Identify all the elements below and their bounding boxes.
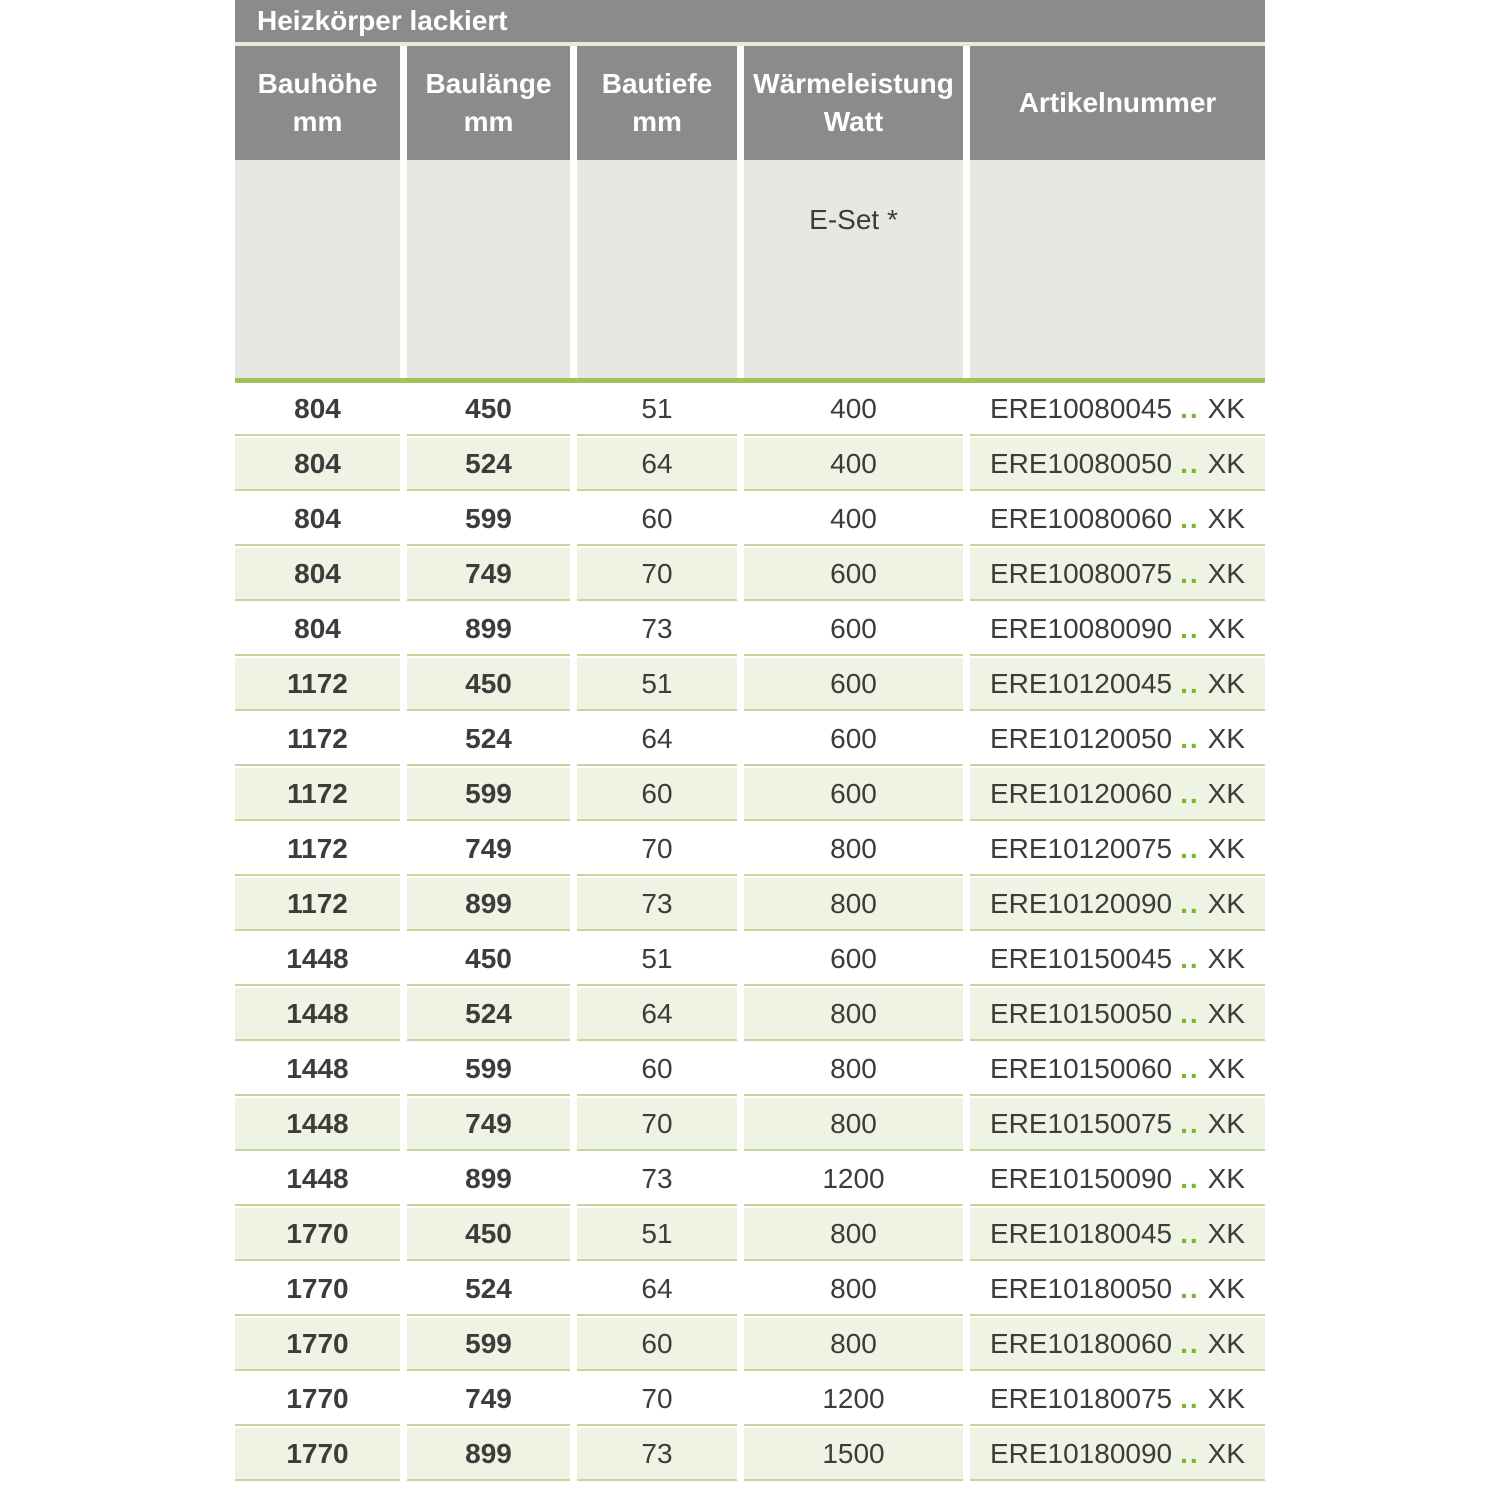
cell-artikelnummer: [970, 823, 1265, 876]
cell-artikelnummer: [970, 1428, 1265, 1481]
artikel-suffix: XK: [1207, 722, 1246, 754]
cell-baulaenge: 524: [407, 438, 570, 491]
artikel-suffix: XK: [1207, 1272, 1246, 1304]
cell-waermeleistung: 600: [744, 933, 963, 986]
cell-baulaenge: 450: [407, 658, 570, 711]
cell-baulaenge: 749: [407, 1373, 570, 1426]
column-header-baulaenge-line1: Baulänge: [425, 68, 552, 100]
artikel-prefix: ERE10120060: [989, 777, 1173, 809]
artikel-suffix: XK: [1207, 1327, 1246, 1359]
table-row: [235, 878, 1265, 931]
artikel-suffix: XK: [1207, 557, 1246, 589]
cell-bauhoehe: 1172: [235, 658, 400, 711]
artikel-dots: ..: [1180, 557, 1200, 589]
cell-artikelnummer: [970, 1153, 1265, 1206]
table-row: [235, 1263, 1265, 1316]
cell-artikelnummer: [970, 933, 1265, 986]
column-header-bautiefe-line1: Bautiefe: [601, 68, 713, 100]
column-header-bauhoehe-line2: mm: [292, 106, 343, 137]
artikel-prefix: ERE10150050: [989, 997, 1173, 1029]
cell-baulaenge: 899: [407, 1153, 570, 1206]
cell-waermeleistung: 600: [744, 603, 963, 656]
table-row: [235, 383, 1265, 436]
subheader-cell-bauhoehe: [235, 160, 400, 378]
table-row: [235, 1153, 1265, 1206]
artikel-suffix: XK: [1207, 1107, 1246, 1139]
table-row: [235, 658, 1265, 711]
cell-artikelnummer: [970, 1318, 1265, 1371]
cell-bautiefe: 64: [577, 1263, 737, 1316]
table-row: [235, 1098, 1265, 1151]
column-header-baulaenge-line2: mm: [463, 106, 514, 137]
cell-baulaenge: 599: [407, 1318, 570, 1371]
column-header-artikelnummer: [970, 46, 1265, 160]
cell-bautiefe: 73: [577, 878, 737, 931]
artikel-suffix: XK: [1207, 887, 1246, 919]
cell-waermeleistung: 1200: [744, 1373, 963, 1426]
table-row: [235, 933, 1265, 986]
cell-bauhoehe: 804: [235, 438, 400, 491]
cell-artikelnummer: [970, 988, 1265, 1041]
subheader-cell-baulaenge: [407, 160, 570, 378]
artikel-suffix: XK: [1207, 1052, 1246, 1084]
cell-bautiefe: 51: [577, 658, 737, 711]
cell-bautiefe: 64: [577, 438, 737, 491]
cell-baulaenge: 749: [407, 1098, 570, 1151]
cell-waermeleistung: 800: [744, 988, 963, 1041]
artikel-dots: ..: [1180, 832, 1200, 864]
cell-waermeleistung: 800: [744, 1043, 963, 1096]
cell-waermeleistung: 800: [744, 1098, 963, 1151]
artikel-prefix: ERE10180045: [989, 1217, 1173, 1249]
table-row: [235, 713, 1265, 766]
cell-waermeleistung: 400: [744, 438, 963, 491]
cell-bauhoehe: 1448: [235, 933, 400, 986]
cell-artikelnummer: [970, 548, 1265, 601]
cell-bautiefe: 64: [577, 713, 737, 766]
artikel-prefix: ERE10120050: [989, 722, 1173, 754]
cell-artikelnummer: [970, 768, 1265, 821]
artikel-dots: ..: [1180, 502, 1200, 534]
artikel-suffix: XK: [1207, 502, 1246, 534]
artikel-dots: ..: [1180, 997, 1200, 1029]
artikel-prefix: ERE10150060: [989, 1052, 1173, 1084]
artikel-dots: ..: [1180, 887, 1200, 919]
cell-waermeleistung: 800: [744, 1208, 963, 1261]
cell-bauhoehe: 1770: [235, 1208, 400, 1261]
cell-baulaenge: 899: [407, 1428, 570, 1481]
cell-bauhoehe: 1172: [235, 768, 400, 821]
artikel-suffix: XK: [1207, 667, 1246, 699]
artikel-dots: ..: [1180, 447, 1200, 479]
cell-bautiefe: 60: [577, 768, 737, 821]
artikel-prefix: ERE10180050: [989, 1272, 1173, 1304]
artikel-prefix: ERE10150090: [989, 1162, 1173, 1194]
table-header-row: [235, 46, 1265, 160]
artikel-prefix: ERE10080090: [989, 612, 1173, 644]
artikel-dots: ..: [1180, 1327, 1200, 1359]
cell-bautiefe: 60: [577, 1043, 737, 1096]
cell-bautiefe: 51: [577, 933, 737, 986]
artikel-prefix: ERE10080060: [989, 502, 1173, 534]
cell-bauhoehe: 1770: [235, 1373, 400, 1426]
column-header-bauhoehe-line1: Bauhöhe: [257, 68, 378, 100]
cell-baulaenge: 749: [407, 823, 570, 876]
cell-bautiefe: 51: [577, 383, 737, 436]
cell-waermeleistung: 600: [744, 658, 963, 711]
cell-artikelnummer: [970, 1373, 1265, 1426]
artikel-suffix: XK: [1207, 392, 1246, 424]
cell-bautiefe: 70: [577, 548, 737, 601]
artikel-dots: ..: [1180, 612, 1200, 644]
cell-bautiefe: 73: [577, 1153, 737, 1206]
cell-baulaenge: 749: [407, 548, 570, 601]
cell-baulaenge: 450: [407, 1208, 570, 1261]
cell-bautiefe: 70: [577, 823, 737, 876]
cell-bautiefe: 70: [577, 1373, 737, 1426]
cell-bautiefe: 73: [577, 1428, 737, 1481]
cell-baulaenge: 599: [407, 1043, 570, 1096]
table-row: [235, 493, 1265, 546]
cell-bauhoehe: 1448: [235, 988, 400, 1041]
table-row: [235, 1318, 1265, 1371]
cell-baulaenge: 899: [407, 603, 570, 656]
cell-artikelnummer: [970, 713, 1265, 766]
table-row: [235, 438, 1265, 491]
cell-bauhoehe: 804: [235, 548, 400, 601]
artikel-dots: ..: [1180, 1382, 1200, 1414]
cell-bauhoehe: 1172: [235, 823, 400, 876]
table-row: [235, 548, 1265, 601]
cell-waermeleistung: 800: [744, 1318, 963, 1371]
cell-bauhoehe: 1448: [235, 1043, 400, 1096]
cell-waermeleistung: 600: [744, 713, 963, 766]
artikel-dots: ..: [1180, 667, 1200, 699]
artikel-prefix: ERE10080045: [989, 392, 1173, 424]
artikel-dots: ..: [1180, 392, 1200, 424]
artikel-suffix: XK: [1207, 832, 1246, 864]
table-row: [235, 1428, 1265, 1481]
cell-artikelnummer: [970, 658, 1265, 711]
cell-waermeleistung: 400: [744, 383, 963, 436]
cell-baulaenge: 524: [407, 1263, 570, 1316]
column-header-waermeleistung: [744, 46, 963, 160]
cell-baulaenge: 450: [407, 933, 570, 986]
cell-waermeleistung: 600: [744, 548, 963, 601]
eset-label: E-Set *: [809, 204, 898, 235]
artikel-dots: ..: [1180, 1162, 1200, 1194]
artikel-prefix: ERE10080075: [989, 557, 1173, 589]
cell-artikelnummer: [970, 493, 1265, 546]
artikel-dots: ..: [1180, 722, 1200, 754]
cell-waermeleistung: 1200: [744, 1153, 963, 1206]
artikel-suffix: XK: [1207, 1437, 1246, 1469]
cell-artikelnummer: [970, 1263, 1265, 1316]
cell-bauhoehe: 1172: [235, 713, 400, 766]
cell-bauhoehe: 1770: [235, 1263, 400, 1316]
table-row: [235, 823, 1265, 876]
cell-waermeleistung: 800: [744, 878, 963, 931]
artikel-dots: ..: [1180, 1052, 1200, 1084]
artikel-prefix: ERE10150045: [989, 942, 1173, 974]
artikel-suffix: XK: [1207, 1382, 1246, 1414]
artikel-suffix: XK: [1207, 612, 1246, 644]
artikel-dots: ..: [1180, 1107, 1200, 1139]
cell-baulaenge: 599: [407, 493, 570, 546]
artikel-prefix: ERE10080050: [989, 447, 1173, 479]
artikel-suffix: XK: [1207, 997, 1246, 1029]
cell-baulaenge: 524: [407, 988, 570, 1041]
cell-artikelnummer: [970, 1208, 1265, 1261]
product-table: [235, 0, 1265, 1483]
artikel-dots: ..: [1180, 777, 1200, 809]
artikel-dots: ..: [1180, 1437, 1200, 1469]
artikel-prefix: ERE10120075: [989, 832, 1173, 864]
cell-waermeleistung: 600: [744, 768, 963, 821]
cell-waermeleistung: 400: [744, 493, 963, 546]
column-header-artikelnummer-line1: Artikelnummer: [1018, 87, 1217, 119]
cell-bauhoehe: 1172: [235, 878, 400, 931]
cell-waermeleistung: 800: [744, 1263, 963, 1316]
table-title: Heizkörper lackiert: [257, 5, 508, 36]
cell-waermeleistung: 800: [744, 823, 963, 876]
cell-baulaenge: 450: [407, 383, 570, 436]
table-row: [235, 603, 1265, 656]
cell-bauhoehe: 804: [235, 493, 400, 546]
cell-bauhoehe: 1448: [235, 1153, 400, 1206]
table-row: [235, 768, 1265, 821]
cell-artikelnummer: [970, 383, 1265, 436]
cell-artikelnummer: [970, 438, 1265, 491]
artikel-suffix: XK: [1207, 1217, 1246, 1249]
cell-bauhoehe: 804: [235, 603, 400, 656]
artikel-suffix: XK: [1207, 777, 1246, 809]
artikel-prefix: ERE10150075: [989, 1107, 1173, 1139]
cell-bautiefe: 51: [577, 1208, 737, 1261]
cell-bauhoehe: 1448: [235, 1098, 400, 1151]
subheader-cell-bautiefe: [577, 160, 737, 378]
cell-baulaenge: 524: [407, 713, 570, 766]
artikel-prefix: ERE10180090: [989, 1437, 1173, 1469]
column-header-baulaenge: [407, 46, 570, 160]
cell-bautiefe: 64: [577, 988, 737, 1041]
cell-baulaenge: 599: [407, 768, 570, 821]
column-header-bautiefe: [577, 46, 737, 160]
cell-bauhoehe: 1770: [235, 1428, 400, 1481]
column-header-waermeleistung-line1: Wärmeleistung: [753, 68, 954, 100]
artikel-suffix: XK: [1207, 1162, 1246, 1194]
table-title-bar: [235, 0, 1265, 42]
table-row: [235, 1043, 1265, 1096]
artikel-prefix: ERE10120045: [989, 667, 1173, 699]
cell-artikelnummer: [970, 1043, 1265, 1096]
subheader-cell-artikelnummer: [970, 160, 1265, 378]
cell-bautiefe: 60: [577, 1318, 737, 1371]
cell-waermeleistung: 1500: [744, 1428, 963, 1481]
subheader-cell-waermeleistung: [744, 160, 963, 378]
table-row: [235, 988, 1265, 1041]
cell-bautiefe: 60: [577, 493, 737, 546]
table-row: [235, 1373, 1265, 1426]
cell-bautiefe: 70: [577, 1098, 737, 1151]
table-row: [235, 1208, 1265, 1261]
column-header-waermeleistung-line2: Watt: [823, 106, 884, 137]
artikel-prefix: ERE10120090: [989, 887, 1173, 919]
artikel-prefix: ERE10180060: [989, 1327, 1173, 1359]
cell-bauhoehe: 1770: [235, 1318, 400, 1371]
artikel-suffix: XK: [1207, 942, 1246, 974]
table-subheader-row: [235, 160, 1265, 378]
cell-artikelnummer: [970, 603, 1265, 656]
column-header-bautiefe-line2: mm: [632, 106, 682, 137]
cell-artikelnummer: [970, 878, 1265, 931]
artikel-suffix: XK: [1207, 447, 1246, 479]
cell-artikelnummer: [970, 1098, 1265, 1151]
table-body: [235, 383, 1265, 1481]
artikel-prefix: ERE10180075: [989, 1382, 1173, 1414]
cell-bauhoehe: 804: [235, 383, 400, 436]
column-header-bauhoehe: [235, 46, 400, 160]
artikel-dots: ..: [1180, 1217, 1200, 1249]
cell-baulaenge: 899: [407, 878, 570, 931]
artikel-dots: ..: [1180, 1272, 1200, 1304]
artikel-dots: ..: [1180, 942, 1200, 974]
cell-bautiefe: 73: [577, 603, 737, 656]
